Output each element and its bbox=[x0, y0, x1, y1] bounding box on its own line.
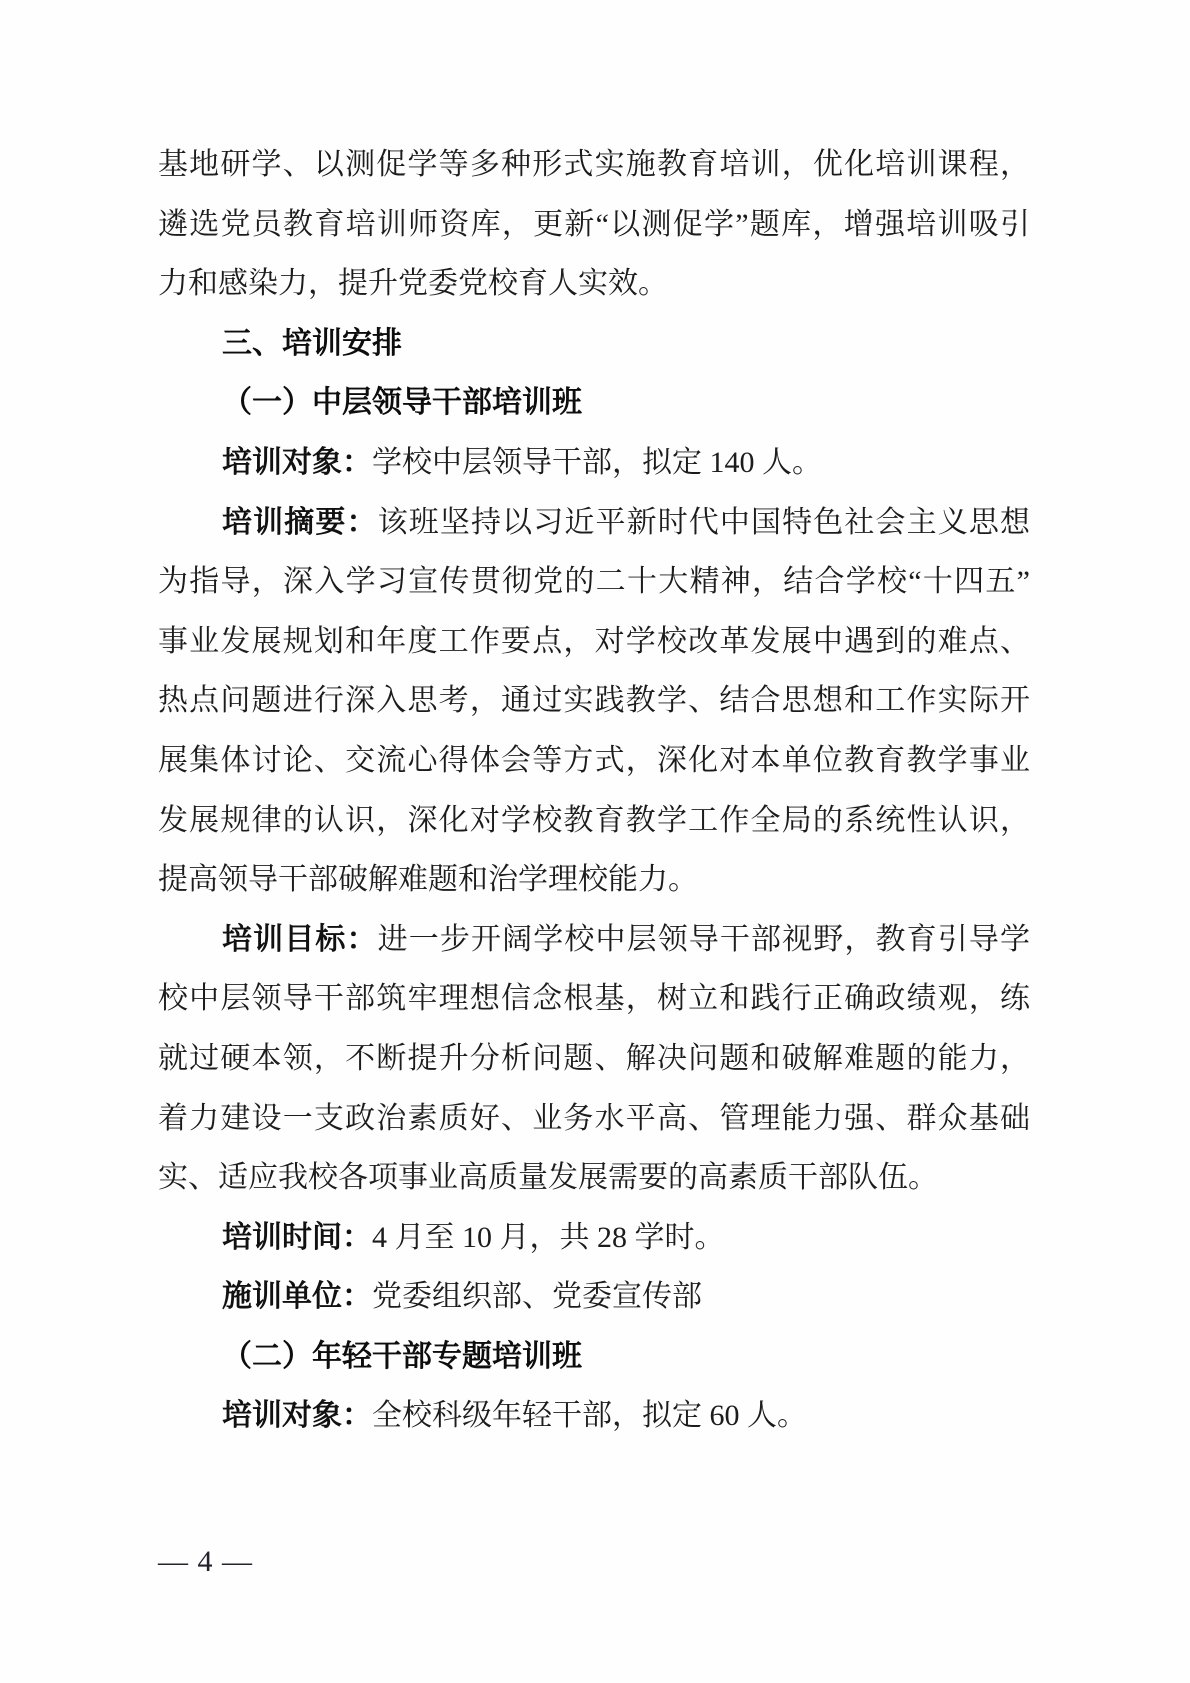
field-line-organizer bbox=[158, 1267, 1030, 1327]
field-line-goal bbox=[158, 910, 1030, 970]
section-heading-text: 三、培训安排 bbox=[222, 326, 402, 360]
subsection-heading-1 bbox=[158, 373, 1030, 433]
body-text: 发展规律的认识，深化对学校教育教学工作全局的系统性认识， bbox=[158, 803, 1030, 837]
field-label: 培训摘要： bbox=[222, 505, 378, 539]
field-text: 学校中层领导干部，拟定 140 人。 bbox=[372, 445, 822, 479]
field-text: 该班坚持以习近平新时代中国特色社会主义思想 bbox=[377, 505, 1031, 539]
body-line bbox=[158, 731, 1030, 791]
subsection-heading-text: （一）中层领导干部培训班 bbox=[222, 386, 582, 420]
field-text: 党委组织部、党委宣传部 bbox=[372, 1280, 702, 1314]
field-text: 4 月至 10 月，共 28 学时。 bbox=[372, 1220, 725, 1254]
field-label: 培训时间： bbox=[222, 1220, 372, 1254]
body-line bbox=[158, 671, 1030, 731]
body-line bbox=[158, 195, 1030, 255]
body-text: 遴选党员教育培训师资库，更新“以测促学”题库，增强培训吸引 bbox=[158, 207, 1030, 241]
body-line bbox=[158, 254, 1030, 314]
field-line-trainee bbox=[158, 433, 1030, 493]
body-line bbox=[158, 612, 1030, 672]
body-text: 着力建设一支政治素质好、业务水平高、管理能力强、群众基础 bbox=[158, 1101, 1030, 1135]
field-line-time bbox=[158, 1208, 1030, 1268]
body-line bbox=[158, 1029, 1030, 1089]
field-label: 施训单位： bbox=[222, 1280, 372, 1314]
document-body bbox=[158, 135, 1030, 1446]
body-text: 力和感染力，提升党委党校育人实效。 bbox=[158, 267, 668, 301]
field-text: 全校科级年轻干部，拟定 60 人。 bbox=[372, 1399, 807, 1433]
body-text: 提高领导干部破解难题和治学理校能力。 bbox=[158, 863, 698, 897]
body-line bbox=[158, 850, 1030, 910]
body-text: 就过硬本领，不断提升分析问题、解决问题和破解难题的能力， bbox=[158, 1041, 1030, 1075]
body-text: 校中层领导干部筑牢理想信念根基，树立和践行正确政绩观，练 bbox=[158, 982, 1030, 1016]
subsection-heading-text: （二）年轻干部专题培训班 bbox=[222, 1339, 582, 1373]
page-number: — 4 — bbox=[158, 1545, 253, 1578]
field-label: 培训对象： bbox=[222, 1399, 372, 1433]
field-label: 培训目标： bbox=[222, 922, 378, 956]
field-line-summary bbox=[158, 493, 1030, 553]
body-line bbox=[158, 791, 1030, 851]
field-text: 进一步开阔学校中层领导干部视野，教育引导学 bbox=[377, 922, 1031, 956]
body-line bbox=[158, 1089, 1030, 1149]
body-text: 事业发展规划和年度工作要点，对学校改革发展中遇到的难点、 bbox=[158, 624, 1030, 658]
body-line bbox=[158, 969, 1030, 1029]
body-text: 展集体讨论、交流心得体会等方式，深化对本单位教育教学事业 bbox=[158, 743, 1030, 777]
body-line bbox=[158, 1148, 1030, 1208]
section-heading bbox=[158, 314, 1030, 374]
body-text: 热点问题进行深入思考，通过实践教学、结合思想和工作实际开 bbox=[158, 684, 1030, 718]
subsection-heading-2 bbox=[158, 1327, 1030, 1387]
body-text: 实、适应我校各项事业高质量发展需要的高素质干部队伍。 bbox=[158, 1161, 938, 1195]
body-text: 为指导，深入学习宣传贯彻党的二十大精神，结合学校“十四五” bbox=[158, 565, 1030, 599]
body-text: 基地研学、以测促学等多种形式实施教育培训，优化培训课程， bbox=[158, 148, 1030, 181]
field-label: 培训对象： bbox=[222, 445, 372, 479]
body-line bbox=[158, 552, 1030, 612]
field-line-trainee bbox=[158, 1386, 1030, 1446]
body-line bbox=[158, 135, 1030, 195]
